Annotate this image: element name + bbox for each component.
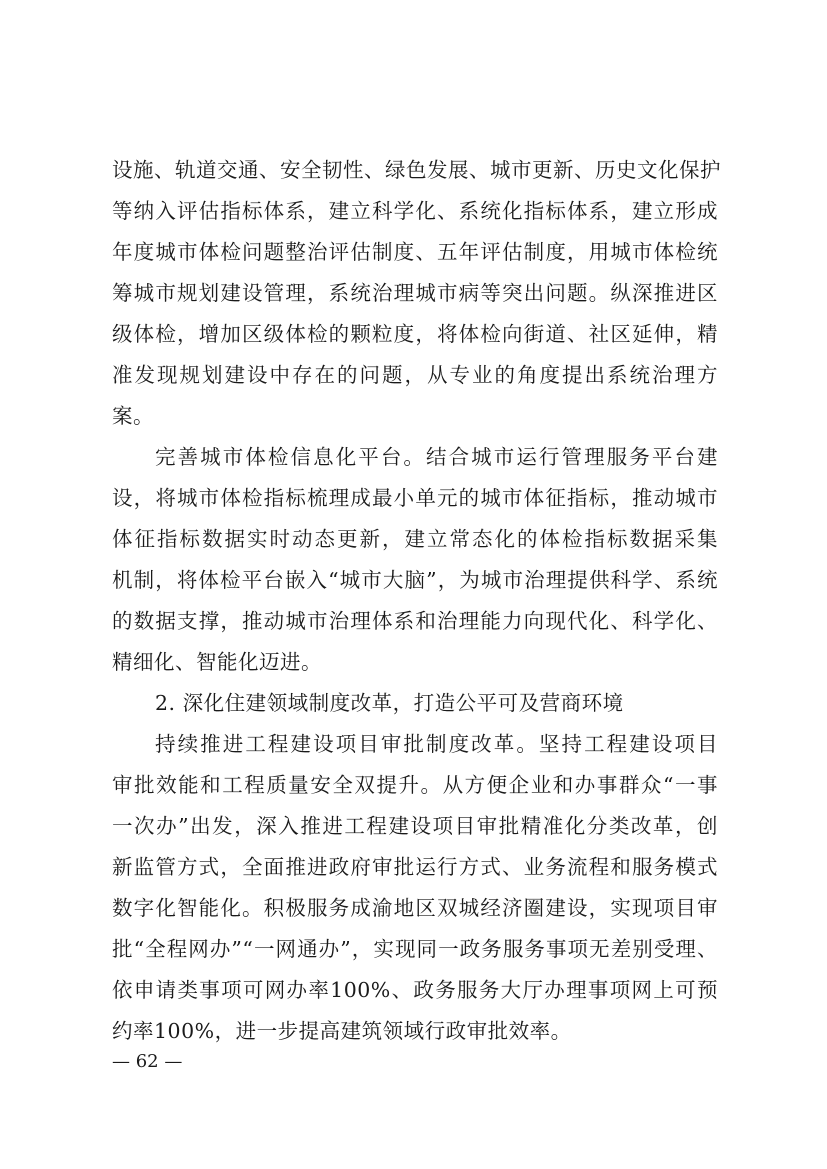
- body-line-2: 等纳入评估指标体系，建立科学化、系统化指标体系，建立形成: [112, 199, 718, 223]
- section-heading: 2. 深化住建领域制度改革，打造公平可及营商环境: [155, 691, 624, 715]
- body-line-18: 新监管方式，全面推进政府审批运行方式、业务流程和服务模式: [112, 855, 718, 879]
- body-line-9: 设，将城市体检指标梳理成最小单元的城市体征指标，推动城市: [112, 486, 718, 510]
- paragraph-start-platform: 完善城市体检信息化平台。结合城市运行管理服务平台建: [155, 445, 718, 469]
- page-number: — 62 —: [112, 1051, 183, 1072]
- body-line-10: 体征指标数据实时动态更新，建立常态化的体检指标数据采集: [112, 527, 718, 551]
- paragraph-start-approval: 持续推进工程建设项目审批制度改革。坚持工程建设项目: [155, 732, 718, 756]
- body-line-6: 准发现规划建设中存在的问题，从专业的角度提出系统治理方: [112, 363, 718, 387]
- body-line-13: 精细化、智能化迈进。: [112, 650, 322, 674]
- body-line-16: 审批效能和工程质量安全双提升。从方便企业和办事群众“一事: [112, 773, 718, 797]
- body-line-12: 的数据支撑，推动城市治理体系和治理能力向现代化、科学化、: [112, 609, 718, 633]
- body-line-4: 筹城市规划建设管理，系统治理城市病等突出问题。纵深推进区: [112, 281, 718, 305]
- body-line-3: 年度城市体检问题整治评估制度、五年评估制度，用城市体检统: [112, 240, 718, 264]
- body-line-20: 批“全程网办”“一网通办”，实现同一政务服务事项无差别受理、: [112, 937, 718, 961]
- body-line-5: 级体检，增加区级体检的颗粒度，将体检向街道、社区延伸，精: [112, 322, 718, 346]
- body-line-17: 一次办”出发，深入推进工程建设项目审批精准化分类改革，创: [112, 814, 718, 838]
- body-line-7: 案。: [112, 404, 154, 428]
- body-line-22: 约率100%，进一步提高建筑领域行政审批效率。: [112, 1019, 572, 1043]
- body-line-19: 数字化智能化。积极服务成渝地区双城经济圈建设，实现项目审: [112, 896, 718, 920]
- body-line-21: 依申请类事项可网办率100%、政务服务大厅办理事项网上可预: [112, 978, 718, 1002]
- body-line-1: 设施、轨道交通、安全韧性、绿色发展、城市更新、历史文化保护: [112, 158, 721, 182]
- body-line-11: 机制，将体检平台嵌入“城市大脑”，为城市治理提供科学、系统: [112, 568, 718, 592]
